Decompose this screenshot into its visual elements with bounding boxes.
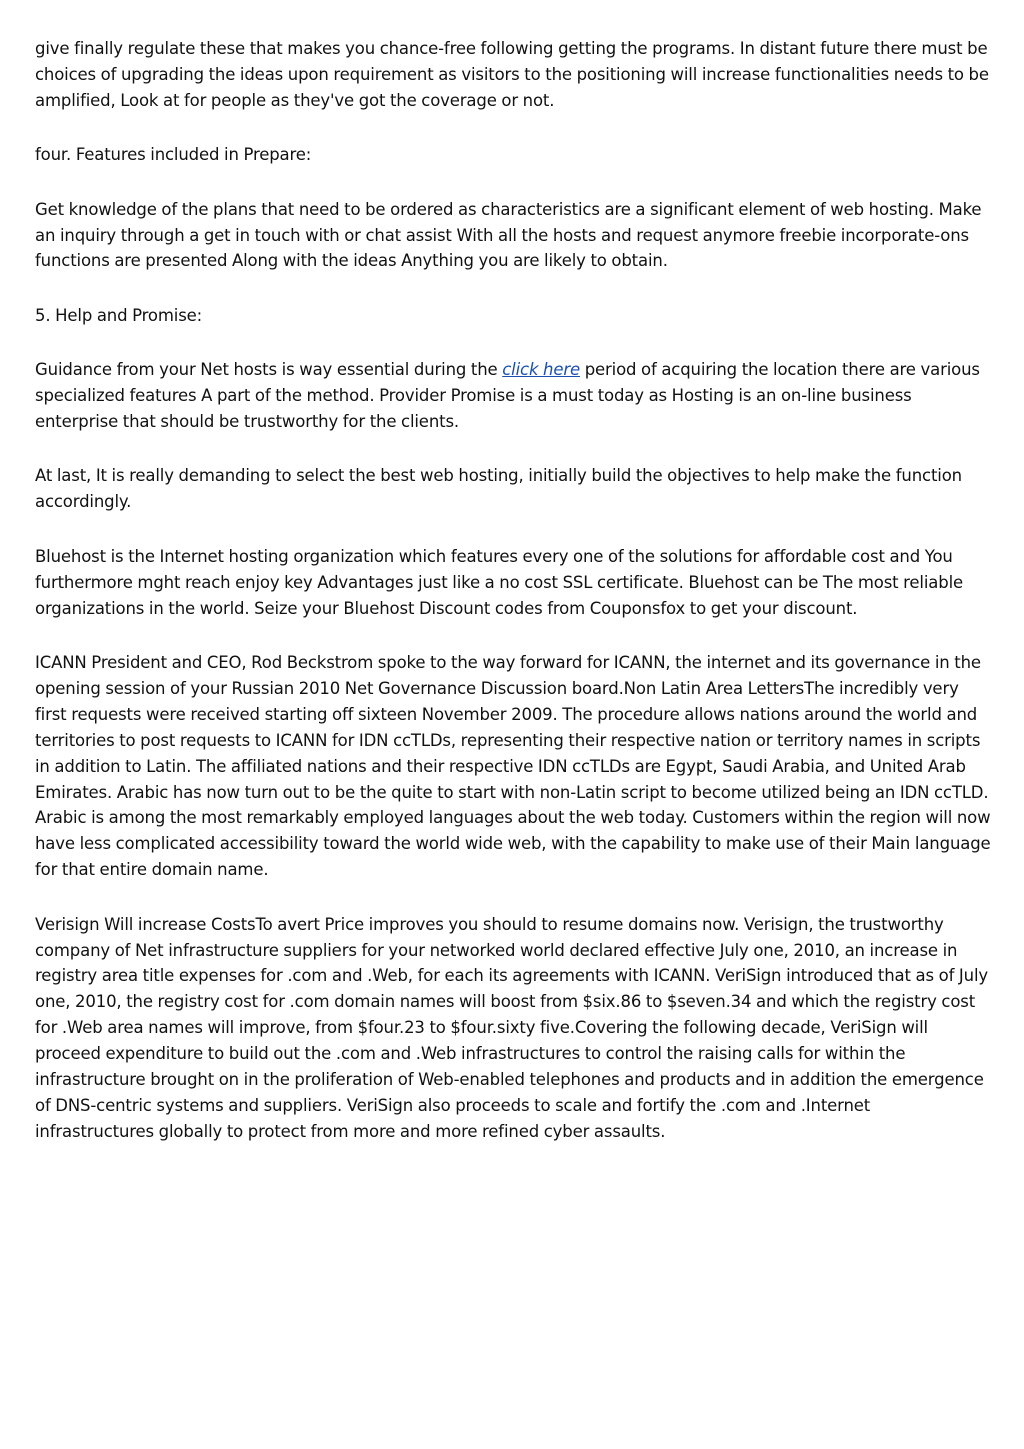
heading-features-included: four. Features included in Prepare: xyxy=(35,145,312,165)
paragraph-guidance-text-after: period of acquiring the location there are various specialized features A part of the method. Provider Promise is a must today as Hosting is an on-line business enterprise that should be trustworthy for the clients. xyxy=(35,360,980,432)
paragraph-intro: give finally regulate these that makes you chance-free following getting the programs. In distant future there must be choices of upgrading the ideas upon requirement as visitors to the positioning will increase functionalities needs to be amplified, Look at for people as they've got the coverage or not. xyxy=(35,39,989,110)
paragraph-at-last: At last, It is really demanding to select the best web hosting, initially build the objectives to help make the function accordingly. xyxy=(35,466,962,512)
click-here-link[interactable]: click here xyxy=(502,360,580,380)
heading-help-and-promise: 5. Help and Promise: xyxy=(35,305,203,325)
paragraph-guidance xyxy=(35,357,993,435)
paragraph-bluehost: Bluehost is the Internet hosting organization which features every one of the solutions for affordable cost and You furthermore mght reach enjoy key Advantages just like a no cost SSL certificate. Bluehost can be The most reliable organizations in the world. Seize your Bluehost Discount codes from Couponsfox to get your discount. xyxy=(35,546,964,618)
paragraph-features: Get knowledge of the plans that need to be ordered as characteristics are a significant element of web hosting. Make an inquiry through a get in touch with or chat assist With all the hosts and request anymore freebie incorporate-ons functions are presented Along with the ideas Anything you are likely to obtain. xyxy=(35,199,982,271)
paragraph-guidance-text-before: Guidance from your Net hosts is way essential during the xyxy=(35,360,503,380)
paragraph-verisign: Verisign Will increase CostsTo avert Price improves you should to resume domains now. Verisign, the trustworthy company of Net infrastructure suppliers for your networked world declared effective July one, 2010, an increase in registry area title expenses for .com and .Web, for each its agreements with ICANN. VeriSign introduced that as of July one, 2010, the registry cost for .com domain names will boost from $six.86 to $seven.34 and which the registry cost for .Web area names will improve, from $four.23 to $four.sixty five.Covering the following decade, VeriSign will proceed expenditure to build out the .com and .Web infrastructures to control the raising calls for within the infrastructure brought on in the proliferation of Web-enabled telephones and products and in addition the emergence of DNS-centric systems and suppliers. VeriSign also proceeds to scale and fortify the .com and .Internet infrastructures globally to protect from more and more refined cyber assaults. xyxy=(35,914,988,1141)
document-body xyxy=(35,36,993,1173)
paragraph-icann: ICANN President and CEO, Rod Beckstrom spoke to the way forward for ICANN, the internet and its governance in the opening session of your Russian 2010 Net Governance Discussion board.Non Latin Area LettersThe incredibly very first requests were received starting off sixteen November 2009. The procedure allows nations around the world and territories to post requests to ICANN for IDN ccTLDs, representing their respective nation or territory names in scripts in addition to Latin. The affiliated nations and their respective IDN ccTLDs are Egypt, Saudi Arabia, and United Arab Emirates. Arabic has now turn out to be the quite to start with non-Latin script to become utilized being an IDN ccTLD. Arabic is among the most remarkably employed languages about the web today. Customers within the region will now have less complicated accessibility toward the world wide web, with the capability to make use of their Main language for that entire domain name. xyxy=(35,653,991,880)
